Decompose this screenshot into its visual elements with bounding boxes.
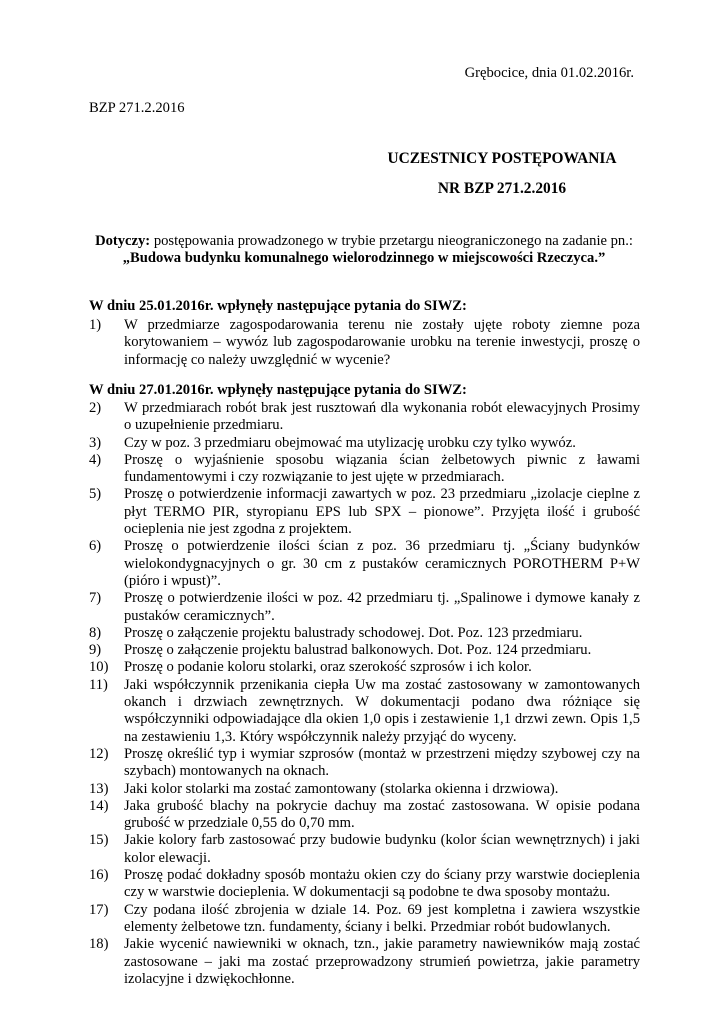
question-number: 8) — [89, 624, 102, 641]
question-number: 11) — [89, 676, 108, 693]
question-item — [89, 832, 640, 867]
question-text: Proszę podać dokładny sposób montażu okien czy do ściany przy warstwie docieplenia czy w warstwie docieplenia. W dokumentacji są podobne te dwa sposoby montażu. — [124, 867, 640, 901]
question-text: Jakie wycenić nawiewniki w oknach, tzn., jakie parametry nawiewników mają zostać zastosowane – jaki ma zostać przeprowadzony strumień powietrza, jakie parametry izolacyjne i dzwiękochłonne. — [124, 936, 640, 987]
question-number: 10) — [89, 659, 109, 676]
question-list — [89, 400, 640, 988]
question-number: 15) — [89, 832, 109, 849]
question-number: 3) — [89, 434, 102, 451]
question-text: Proszę określić typ i wymiar szprosów (montaż w przestrzeni między szybowej czy na szybach) montowanych na oknach. — [124, 745, 640, 780]
question-item — [89, 642, 640, 659]
question-number: 7) — [89, 590, 102, 607]
concerns-label: Dotyczy: — [95, 233, 151, 249]
question-item — [89, 590, 640, 625]
question-number: 6) — [89, 538, 102, 555]
question-text: Jaki współczynnik przenikania ciepła Uw ma zostać zastosowany w zamontowanych okanch i drzwiach zewnętrznych. W dokumentacji podano dwa różniące się współczynniki odpowiadające dla okien 1,0 opis i zestawienie 1,1 drzwi zewn. Opis 1,5 na zestawieniu 1,3. Który współczynnik należy przyjąć do wyceny. — [124, 676, 640, 745]
question-number: 13) — [89, 780, 109, 797]
section-heading: W dniu 27.01.2016r. wpłynęły następujące pytania do SIWZ: — [89, 382, 467, 398]
question-text: Proszę o wyjaśnienie sposobu wiązania ścian żelbetowych piwnic z ławami fundamentowymi i czy rozwiązanie to jest ujęte w przedmiarach. — [124, 451, 640, 486]
question-text: Proszę o załączenie projektu balustrad balkonowych. Dot. Poz. 124 przedmiaru. — [124, 642, 592, 659]
reference-number: BZP 271.2.2016 — [89, 100, 185, 116]
question-text: W przedmiarach robót brak jest rusztowań dla wykonania robót elewacyjnych Prosimy o uzupełnienie przedmiaru. — [124, 400, 640, 434]
question-item — [89, 317, 640, 369]
question-item — [89, 400, 640, 435]
question-item — [89, 486, 640, 538]
place-date: Grębocice, dnia 01.02.2016r. — [464, 65, 634, 81]
question-text: Proszę o potwierdzenie informacji zawartych w poz. 23 przedmiaru „izolacje cieplne z płyt TERMO PIR, styropianu EPS lub SPX – pionowe”. Przyjęta ilość i grubość ocieplenia nie jest zgodna z projektem. — [124, 486, 640, 538]
question-number: 9) — [89, 642, 102, 659]
question-item — [89, 798, 640, 833]
question-number: 16) — [89, 867, 109, 884]
question-number: 2) — [89, 400, 102, 416]
question-number: 1) — [89, 317, 102, 333]
question-item — [89, 867, 640, 902]
question-item — [89, 677, 640, 746]
concerns-block — [89, 233, 639, 268]
concerns-line — [89, 233, 639, 250]
question-text: Proszę o załączenie projektu balustrady schodowej. Dot. Poz. 123 przedmiaru. — [124, 624, 583, 641]
question-number: 12) — [89, 745, 109, 762]
question-text: Jaka grubość blachy na pokrycie dachuy ma zostać zastosowana. W opisie podana grubość w przedziale 0,55 do 0,70 mm. — [124, 797, 640, 832]
question-text: W przedmiarze zagospodarowania terenu nie zostały ujęte roboty ziemne poza korytowaniem – wywóz lub zagospodarowanie urobku na terenie inwestycji, proszę o informację co należy uwzględnić w wycenie? — [124, 317, 640, 368]
question-item — [89, 781, 640, 798]
question-number: 5) — [89, 486, 102, 503]
question-text: Czy podana ilość zbrojenia w dziale 14. Poz. 69 jest kompletna i zawiera wszystkie elementy żelbetowe tzn. fundamenty, ściany i belki. Przedmiar robót budowlanych. — [124, 901, 640, 935]
question-number: 14) — [89, 797, 109, 814]
question-text: Czy w poz. 3 przedmiaru obejmować ma utylizację urobku czy tylko wywóz. — [124, 434, 576, 451]
question-item — [89, 452, 640, 487]
question-text: Proszę o potwierdzenie ilości ścian z poz. 36 przedmiaru tj. „Ściany budynków wielokondygnacyjnych o gr. 30 cm z pustaków ceramicznych POROTHERM P+W (pióro i wpust)”. — [124, 538, 640, 589]
question-item — [89, 625, 640, 642]
question-number: 17) — [89, 901, 109, 918]
concerns-text: postępowania prowadzonego w trybie przetargu nieograniczonego na zadanie pn.: — [150, 233, 633, 249]
task-name: „Budowa budynku komunalnego wielorodzinnego w miejscowości Rzeczyca.” — [122, 250, 606, 267]
question-text: Jakie kolory farb zastosować przy budowie budynku (kolor ścian wewnętrznych) i jaki kolor elewacji. — [124, 832, 640, 866]
question-number: 4) — [89, 451, 102, 468]
question-item — [89, 538, 640, 590]
question-item — [89, 746, 640, 781]
section-heading: W dniu 25.01.2016r. wpłynęły następujące pytania do SIWZ: — [89, 298, 467, 314]
question-item — [89, 936, 640, 988]
question-text: Proszę o podanie koloru stolarki, oraz szerokość szprosów i ich kolor. — [124, 659, 532, 676]
question-item — [89, 902, 640, 937]
document-subtitle: NR BZP 271.2.2016 — [437, 180, 567, 197]
question-text: Jaki kolor stolarki ma zostać zamontowany (stolarka okienna i drzwiowa). — [124, 780, 559, 797]
question-text: Proszę o potwierdzenie ilości w poz. 42 przedmiaru tj. „Spalinowe i dymowe kanały z pustaków ceramicznych”. — [124, 590, 640, 624]
document-title: UCZESTNICY POSTĘPOWANIA — [387, 150, 617, 167]
question-list — [89, 317, 640, 369]
question-number: 18) — [89, 936, 109, 953]
question-item — [89, 435, 640, 452]
question-item — [89, 659, 640, 676]
